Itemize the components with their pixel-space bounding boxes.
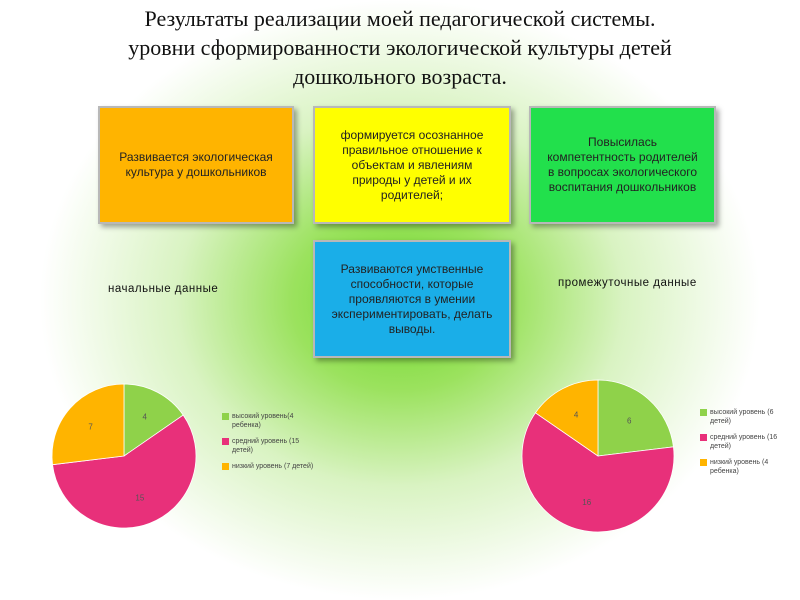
legend-label: низкий уровень (7 детей)	[232, 463, 314, 470]
slice-high	[598, 380, 673, 456]
legend-label: высокий уровень (6 детей)	[710, 409, 774, 425]
legend-swatch	[700, 409, 707, 416]
legend-item	[222, 462, 317, 471]
data-label: 7	[88, 422, 93, 432]
legend-swatch	[222, 463, 229, 470]
legend-swatch	[222, 413, 229, 420]
legend-item	[700, 433, 795, 451]
legend-label: средний уровень (15 детей)	[232, 438, 300, 454]
legend-label: средний уровень (16 детей)	[710, 434, 778, 450]
result-box-conscious-attitude: формируется осознанное правильное отношение к объектам и явлениям природы у детей и их родителей;	[313, 106, 511, 224]
data-label: 4	[573, 410, 579, 420]
data-label: 6	[627, 416, 632, 426]
legend-item	[222, 437, 317, 455]
slide-title	[40, 4, 760, 91]
legend-item	[222, 412, 317, 430]
legend-intermediate	[700, 408, 795, 483]
title-line-2: уровни сформированности экологической культуры детей	[128, 35, 672, 60]
legend-label: высокий уровень(4 ребенка)	[232, 413, 294, 429]
pie-chart-intermediate	[520, 376, 680, 536]
legend-swatch	[700, 434, 707, 441]
title-line-3: дошкольного возраста.	[293, 64, 507, 89]
pie-chart-initial	[50, 376, 200, 536]
legend-swatch	[222, 438, 229, 445]
result-box-mental-abilities: Развиваются умственные способности, которые проявляются в умении экспериментировать, делать выводы.	[313, 240, 511, 358]
chart-title-intermediate: промежуточные данные	[558, 277, 697, 289]
legend-item	[700, 458, 795, 476]
title-line-1: Результаты реализации моей педагогической системы.	[144, 6, 656, 31]
legend-initial	[222, 412, 317, 478]
data-label: 4	[142, 412, 147, 422]
legend-item	[700, 408, 795, 426]
legend-swatch	[700, 459, 707, 466]
result-box-ecological-culture: Развивается экологическая культура у дошкольников	[98, 106, 294, 224]
chart-title-initial: начальные данные	[108, 283, 219, 295]
result-box-parent-competence: Повысилась компетентность родителей в вопросах экологического воспитания дошкольников	[529, 106, 716, 224]
data-label: 16	[582, 497, 592, 507]
data-label: 15	[135, 493, 145, 503]
legend-label: низкий уровень (4 ребенка)	[710, 459, 769, 475]
